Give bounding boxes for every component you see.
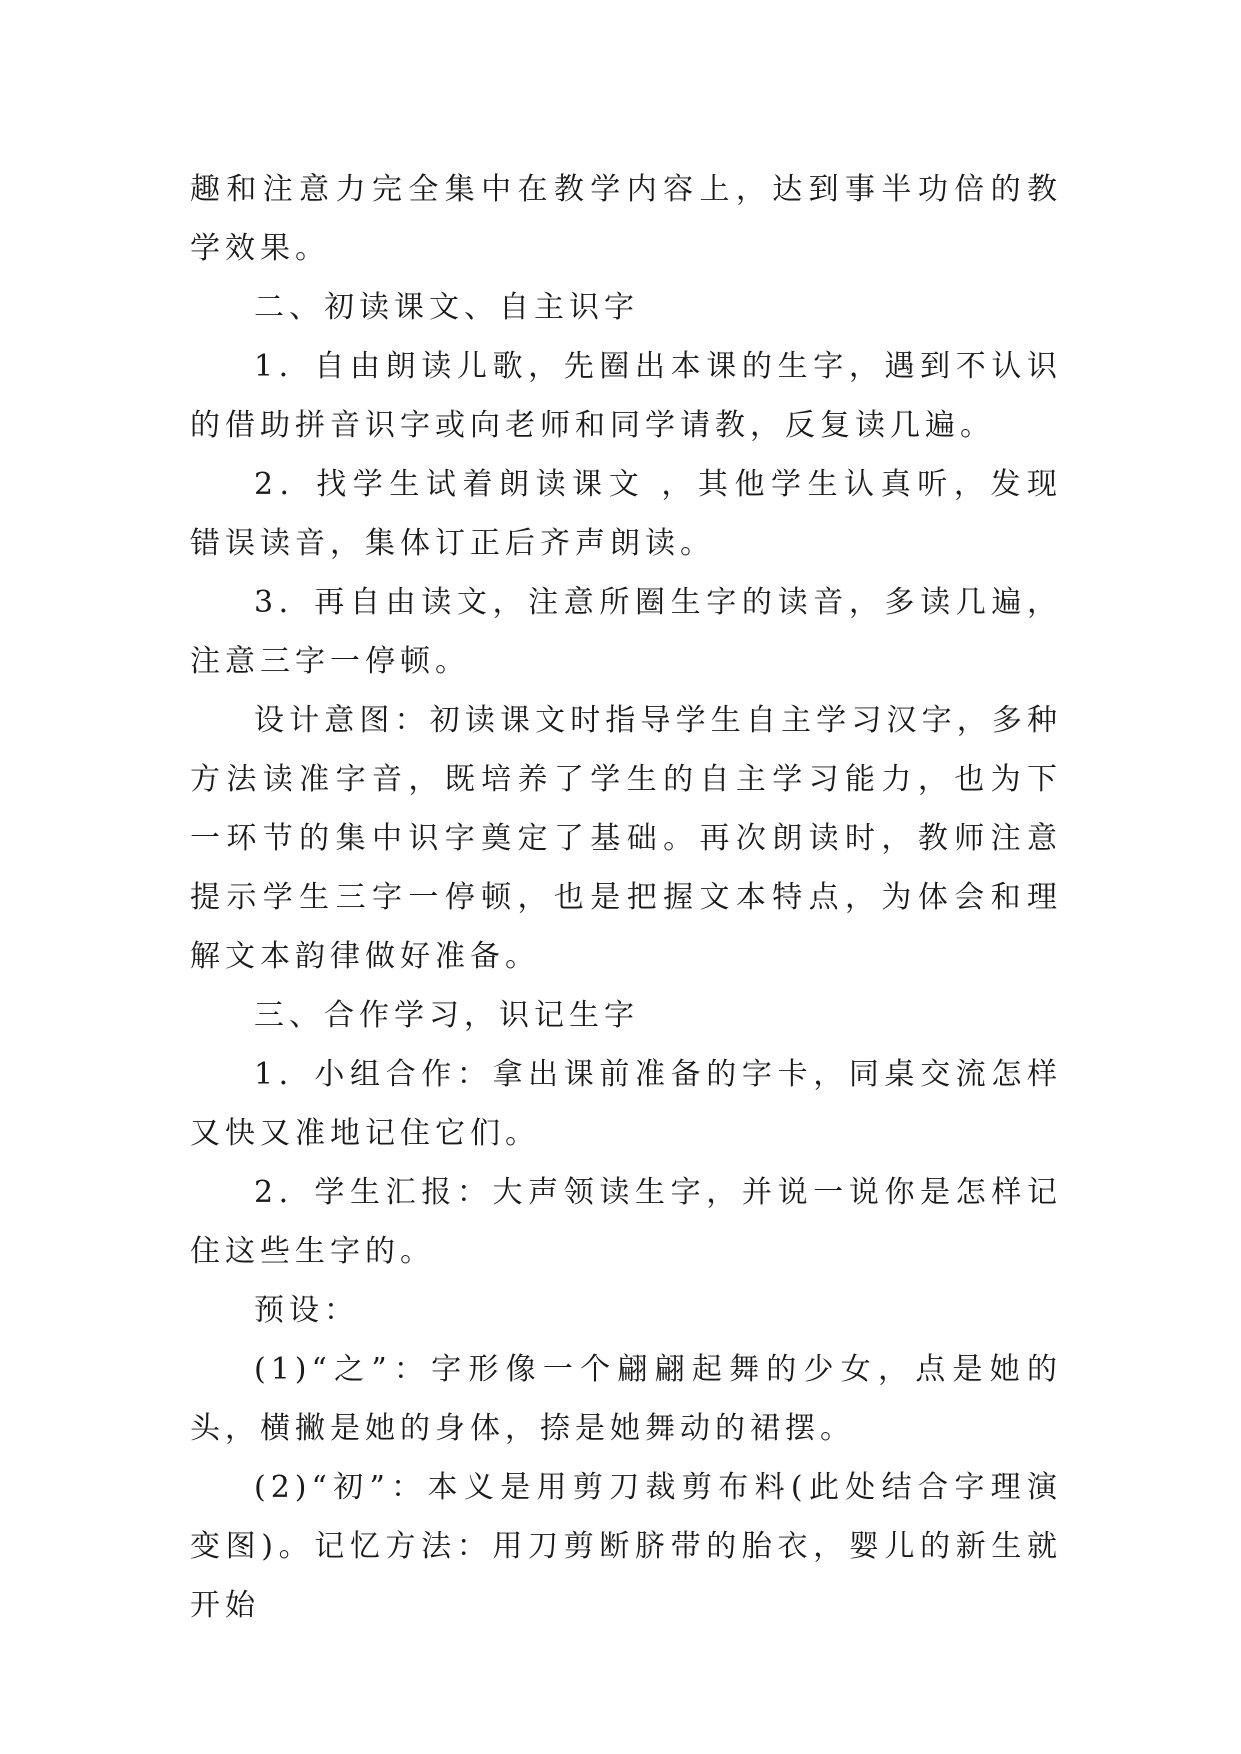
list-item-3-1: 1．小组合作：拿出课前准备的字卡，同桌交流怎样又快又准地记住它们。 (190, 1057, 1062, 1151)
list-item-2-2: 2．找学生试着朗读课文 ，其他学生认真听，发现错误读音，集体订正后齐声朗读。 (190, 467, 1062, 561)
section-heading-2: 二、初读课文、自主识字 (254, 290, 639, 325)
list-item-3-2: 2．学生汇报：大声领读生字，并说一说你是怎样记住这些生字的。 (190, 1175, 1062, 1269)
section-heading-3: 三、合作学习，识记生字 (254, 998, 639, 1033)
document-body (190, 160, 1062, 1635)
preset-item-1: (1)“之”：字形像一个翩翩起舞的少女，点是她的头，横撇是她的身体，捺是她舞动的裙摆。 (190, 1352, 1062, 1446)
preset-item-2: (2)“初”：本义是用剪刀裁剪布料(此处结合字理演变图)。记忆方法：用刀剪断脐带的胎衣，婴儿的新生就开始 (190, 1470, 1062, 1623)
list-item-2-3: 3．再自由读文，注意所圈生字的读音，多读几遍，注意三字一停顿。 (190, 585, 1062, 679)
design-intent-paragraph: 设计意图：初读课文时指导学生自主学习汉字，多种方法读准字音，既培养了学生的自主学习能力，也为下一环节的集中识字奠定了基础。再次朗读时，教师注意提示学生三字一停顿，也是把握文本特点，为体会和理解文本韵律做好准备。 (190, 703, 1062, 974)
list-item-2-1: 1．自由朗读儿歌，先圈出本课的生字，遇到不认识的借助拼音识字或向老师和同学请教，反复读几遍。 (190, 349, 1062, 443)
paragraph-continuation: 趣和注意力完全集中在教学内容上，达到事半功倍的教学效果。 (190, 172, 1062, 266)
preset-label: 预设： (254, 1293, 359, 1328)
